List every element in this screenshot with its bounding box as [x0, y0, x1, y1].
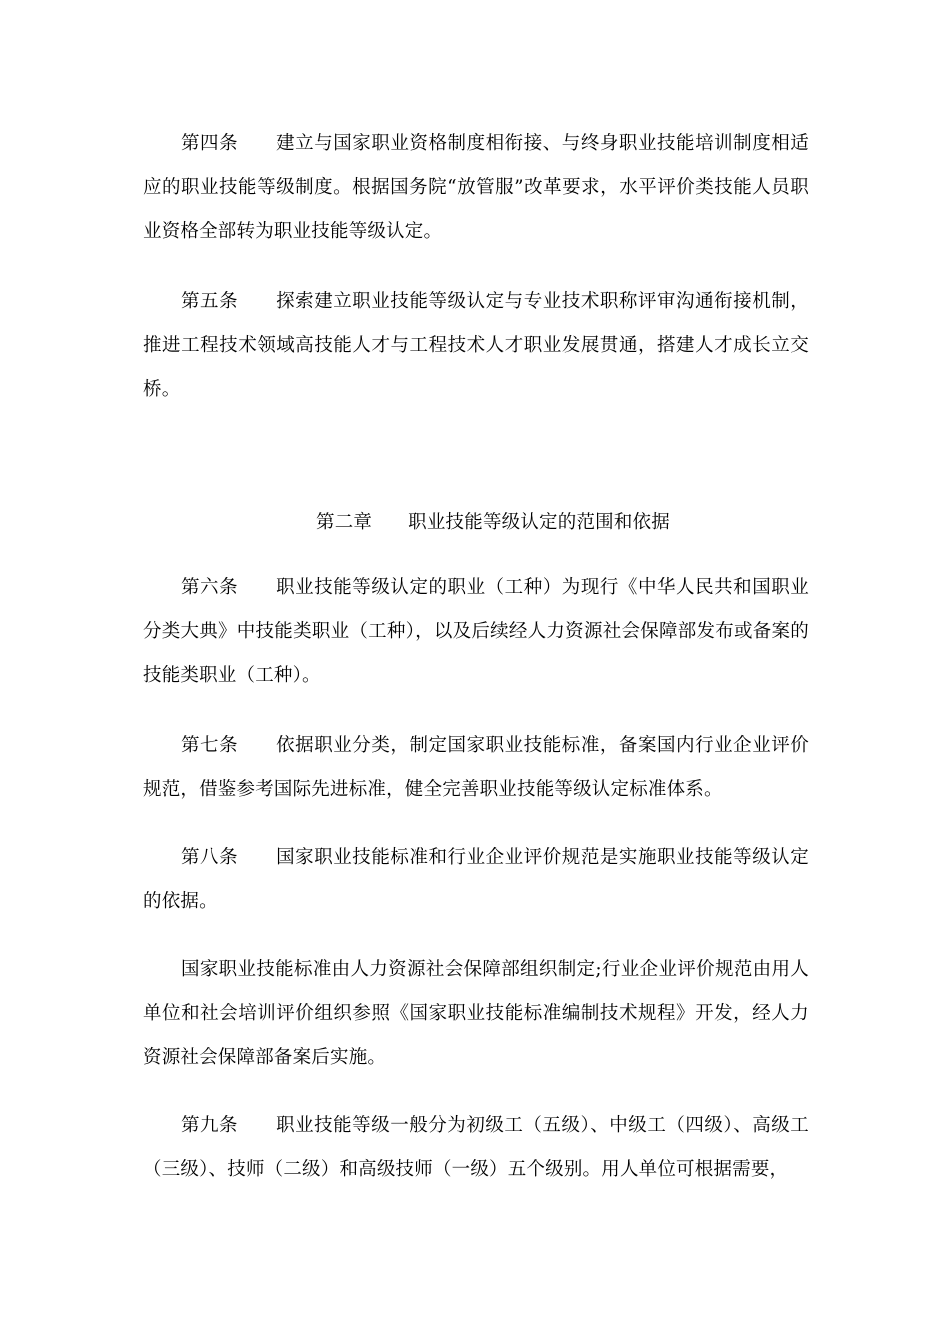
article-9-label: 第九条 — [181, 1115, 239, 1136]
article-7-label: 第七条 — [181, 735, 239, 756]
article-9 — [143, 1104, 809, 1192]
chapter-heading — [0, 508, 950, 538]
chapter-label: 第二章 — [316, 512, 373, 533]
article-5-label: 第五条 — [181, 291, 239, 312]
article-8-continuation-text: 国家职业技能标准由人力资源社会保障部组织制定;行业企业评价规范由用人单位和社会培训评价组织参照《国家职业技能标准编制技术规程》开发，经人力资源社会保障部备案后实施。 — [143, 959, 809, 1068]
article-5-text: 探索建立职业技能等级认定与专业技术职称评审沟通衔接机制，推进工程技术领域高技能人才与工程技术人才职业发展贯通，搭建人才成长立交桥。 — [143, 291, 809, 400]
article-6-text: 职业技能等级认定的职业（工种）为现行《中华人民共和国职业分类大典》中技能类职业（工种），以及后续经人力资源社会保障部发布或备案的技能类职业（工种）。 — [143, 577, 809, 686]
chapter-title: 职业技能等级认定的范围和依据 — [408, 512, 670, 533]
article-4-label: 第四条 — [181, 133, 239, 154]
article-9-text: 职业技能等级一般分为初级工（五级）、中级工（四级）、高级工（三级）、技师（二级）和高级技师（一级）五个级别。用人单位可根据需要， — [143, 1115, 809, 1180]
article-4 — [143, 122, 809, 254]
article-5 — [143, 280, 809, 412]
article-8 — [143, 836, 809, 924]
article-8-continuation — [143, 948, 809, 1080]
article-7-text: 依据职业分类，制定国家职业技能标准，备案国内行业企业评价规范，借鉴参考国际先进标准，健全完善职业技能等级认定标准体系。 — [143, 735, 809, 800]
article-8-text: 国家职业技能标准和行业企业评价规范是实施职业技能等级认定的依据。 — [143, 847, 809, 912]
article-6-label: 第六条 — [181, 577, 239, 598]
article-8-label: 第八条 — [181, 847, 239, 868]
article-6 — [143, 566, 809, 698]
article-4-text: 建立与国家职业资格制度相衔接、与终身职业技能培训制度相适应的职业技能等级制度。根据国务院“放管服”改革要求，水平评价类技能人员职业资格全部转为职业技能等级认定。 — [143, 133, 809, 242]
article-7 — [143, 724, 809, 812]
